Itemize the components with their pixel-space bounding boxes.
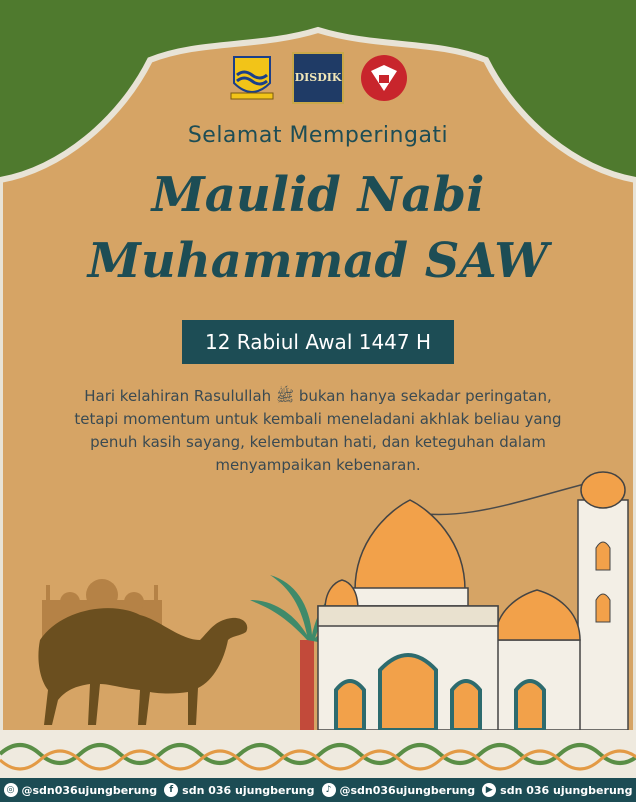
tiktok-icon: ♪ <box>322 783 336 797</box>
instagram-icon: ◎ <box>4 783 18 797</box>
social-footer <box>0 778 636 802</box>
disdik-logo-text: DISDIK <box>294 71 342 84</box>
logo-row <box>0 52 636 104</box>
social-label: @sdn036ujungberung <box>21 783 158 797</box>
title-line-1: Maulid Nabi <box>151 167 485 223</box>
social-youtube[interactable] <box>482 783 632 797</box>
title-line-2: Muhammad SAW <box>87 233 549 289</box>
date-badge: 12 Rabiul Awal 1447 H <box>182 320 454 364</box>
event-title <box>0 162 636 294</box>
greeting-text: Selamat Memperingati <box>187 123 449 148</box>
kota-bandung-logo <box>226 52 278 104</box>
social-instagram[interactable] <box>4 783 158 797</box>
social-label: sdn 036 ujungberung <box>182 783 315 797</box>
youtube-icon: ▶ <box>482 783 496 797</box>
disdik-logo <box>292 52 344 104</box>
social-facebook[interactable] <box>164 783 314 797</box>
description-text: Hari kelahiran Rasulullah ﷺ bukan hanya sekadar peringatan, tetapi momentum untuk kembali meneladani akhlak beliau yang penuh kasih sayang, kelembutan hati, dan keteguhan dalam menyampaikan kebenaran. <box>74 387 562 474</box>
school-logo <box>358 52 410 104</box>
facebook-icon: f <box>164 783 178 797</box>
social-label: sdn 036 ujungberung <box>500 783 633 797</box>
social-tiktok[interactable] <box>322 783 476 797</box>
ornament-border <box>0 730 636 778</box>
social-label: @sdn036ujungberung <box>339 783 476 797</box>
